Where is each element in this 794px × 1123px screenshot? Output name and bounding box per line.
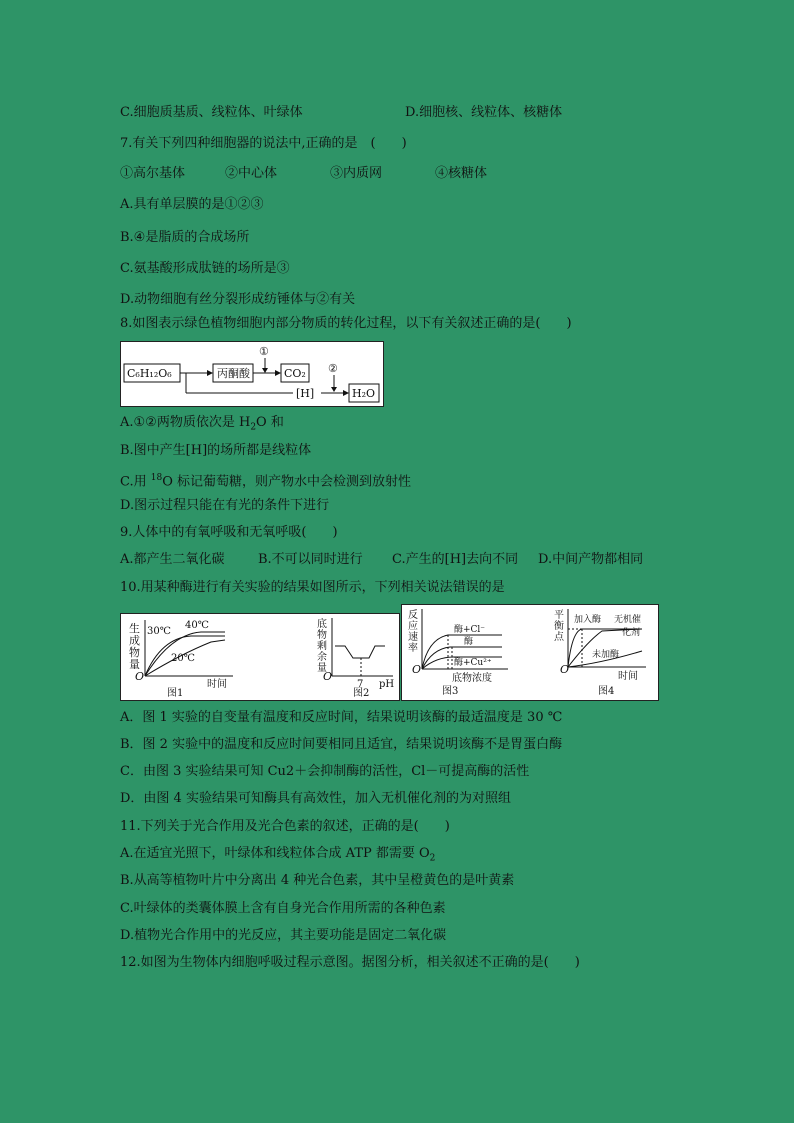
svg-text:点: 点 <box>554 632 564 643</box>
q6-option-d: D.细胞核、线粒体、核糖体 <box>405 105 563 120</box>
diagram-mark-2: ② <box>328 362 338 375</box>
svg-text:O: O <box>560 663 570 676</box>
svg-text:时间: 时间 <box>207 679 227 690</box>
q9-option-a: A.都产生二氧化碳 <box>120 552 225 567</box>
svg-text:O: O <box>323 670 333 683</box>
svg-text:底: 底 <box>317 619 327 630</box>
q7-stem: 7.有关下列四种细胞器的说法中,正确的是 ( ) <box>120 136 407 151</box>
svg-text:图4: 图4 <box>598 686 615 697</box>
svg-text:率: 率 <box>408 643 418 654</box>
svg-text:图3: 图3 <box>442 686 459 697</box>
q7-option-b: B.④是脂质的合成场所 <box>120 230 250 245</box>
q9-option-b: B.不可以同时进行 <box>258 552 363 567</box>
q7-item-2: ②中心体 <box>225 166 278 181</box>
q6-option-c: C.细胞质基质、线粒体、叶绿体 <box>120 105 303 120</box>
q11-option-b: B.从高等植物叶片中分离出 4 种光合色素，其中呈橙黄色的是叶黄素 <box>120 873 515 888</box>
svg-text:衡: 衡 <box>554 621 564 632</box>
q10-option-a: A．图 1 实验的自变量有温度和反应时间，结果说明该酶的最适温度是 30 ℃ <box>120 710 563 725</box>
svg-text:未加酶: 未加酶 <box>592 650 620 660</box>
q8-diagram <box>120 341 384 407</box>
q9-option-d: D.中间产物都相同 <box>538 552 644 567</box>
q11-stem: 11.下列关于光合作用及光合色素的叙述，正确的是( ) <box>120 819 450 834</box>
diagram-h: [H] <box>296 387 315 400</box>
svg-text:时间: 时间 <box>618 671 638 682</box>
q10-figure-1-2 <box>120 613 400 701</box>
q7-option-d: D.动物细胞有丝分裂形成纺锤体与②有关 <box>120 292 356 307</box>
svg-text:7: 7 <box>357 679 364 690</box>
svg-text:40℃: 40℃ <box>185 620 209 631</box>
q12-stem: 12.如图为生物体内细胞呼吸过程示意图。据图分析，相关叙述不正确的是( ) <box>120 955 580 970</box>
diagram-mark-1: ① <box>259 345 269 358</box>
svg-text:30℃: 30℃ <box>147 626 171 637</box>
q10-figure-3-4 <box>401 604 659 701</box>
q10-option-b: B．图 2 实验中的温度和反应时间要相同且适宜，结果说明该酶不是胃蛋白酶 <box>120 737 563 752</box>
svg-text:20℃: 20℃ <box>171 653 195 664</box>
q9-stem: 9.人体中的有氧呼吸和无氧呼吸( ) <box>120 525 338 540</box>
svg-text:生: 生 <box>129 622 140 635</box>
q7-option-c: C.氨基酸形成肽链的场所是③ <box>120 261 290 276</box>
q9-option-c: C.产生的[H]去向不同 <box>392 552 519 567</box>
q8-option-d: D.图示过程只能在有光的条件下进行 <box>120 498 330 513</box>
q10-stem: 10.用某种酶进行有关实验的结果如图所示，下列相关说法错误的是 <box>120 580 505 595</box>
svg-text:酶+Cu²⁺: 酶+Cu²⁺ <box>454 658 492 668</box>
svg-text:物: 物 <box>317 630 327 641</box>
svg-text:无机催: 无机催 <box>614 615 642 625</box>
q11-option-c: C.叶绿体的类囊体膜上含有自身光合作用所需的各种色素 <box>120 901 446 916</box>
svg-text:加入酶: 加入酶 <box>574 615 602 625</box>
q7-item-3: ③内质网 <box>330 166 383 181</box>
svg-text:底物浓度: 底物浓度 <box>452 673 492 684</box>
svg-text:酶: 酶 <box>464 637 474 647</box>
q11-option-a: A.在适宜光照下，叶绿体和线粒体合成 ATP 都需要 $O_2$ <box>120 846 436 864</box>
q8-option-c: C.用 $^{18}$O 标记葡萄糖，则产物水中会检测到放射性 <box>120 473 411 490</box>
svg-text:酶+Cl⁻: 酶+Cl⁻ <box>454 625 486 635</box>
svg-text:速: 速 <box>408 632 418 643</box>
svg-text:剩: 剩 <box>317 641 327 652</box>
diagram-glucose: C₆H₁₂O₆ <box>127 367 172 380</box>
q11-option-d: D.植物光合作用中的光反应，其主要功能是固定二氧化碳 <box>120 928 447 943</box>
svg-text:应: 应 <box>408 621 418 632</box>
q7-option-a: A.具有单层膜的是①②③ <box>120 197 264 212</box>
svg-text:反: 反 <box>408 610 418 621</box>
svg-text:O: O <box>135 670 145 683</box>
q8-stem: 8.如图表示绿色植物细胞内部分物质的转化过程，以下有关叙述正确的是( ) <box>120 316 572 331</box>
svg-text:图2: 图2 <box>353 688 370 699</box>
svg-text:化剂: 化剂 <box>622 628 641 638</box>
svg-text:余: 余 <box>317 652 327 663</box>
svg-text:平: 平 <box>554 610 564 621</box>
diagram-pyruvate: 丙酮酸 <box>217 367 250 380</box>
diagram-co2: CO₂ <box>284 367 306 380</box>
svg-text:pH: pH <box>379 679 395 690</box>
svg-text:量: 量 <box>317 663 327 674</box>
q10-option-d: D．由图 4 实验结果可知酶具有高效性，加入无机催化剂的为对照组 <box>120 791 511 806</box>
svg-text:图1: 图1 <box>167 688 184 699</box>
q7-item-1: ①高尔基体 <box>120 166 186 181</box>
svg-text:物: 物 <box>129 646 140 659</box>
svg-text:量: 量 <box>129 658 140 671</box>
svg-text:成: 成 <box>129 634 140 647</box>
q8-option-b: B.图中产生[H]的场所都是线粒体 <box>120 443 312 458</box>
svg-text:O: O <box>412 663 422 676</box>
q10-option-c: C．由图 3 实验结果可知 Cu2＋会抑制酶的活性，Cl－可提高酶的活性 <box>120 764 530 779</box>
q8-option-a: A.①②两物质依次是 $H_2O$ 和 <box>120 415 284 433</box>
diagram-h2o: H₂O <box>352 387 376 400</box>
q7-item-4: ④核糖体 <box>435 166 488 181</box>
